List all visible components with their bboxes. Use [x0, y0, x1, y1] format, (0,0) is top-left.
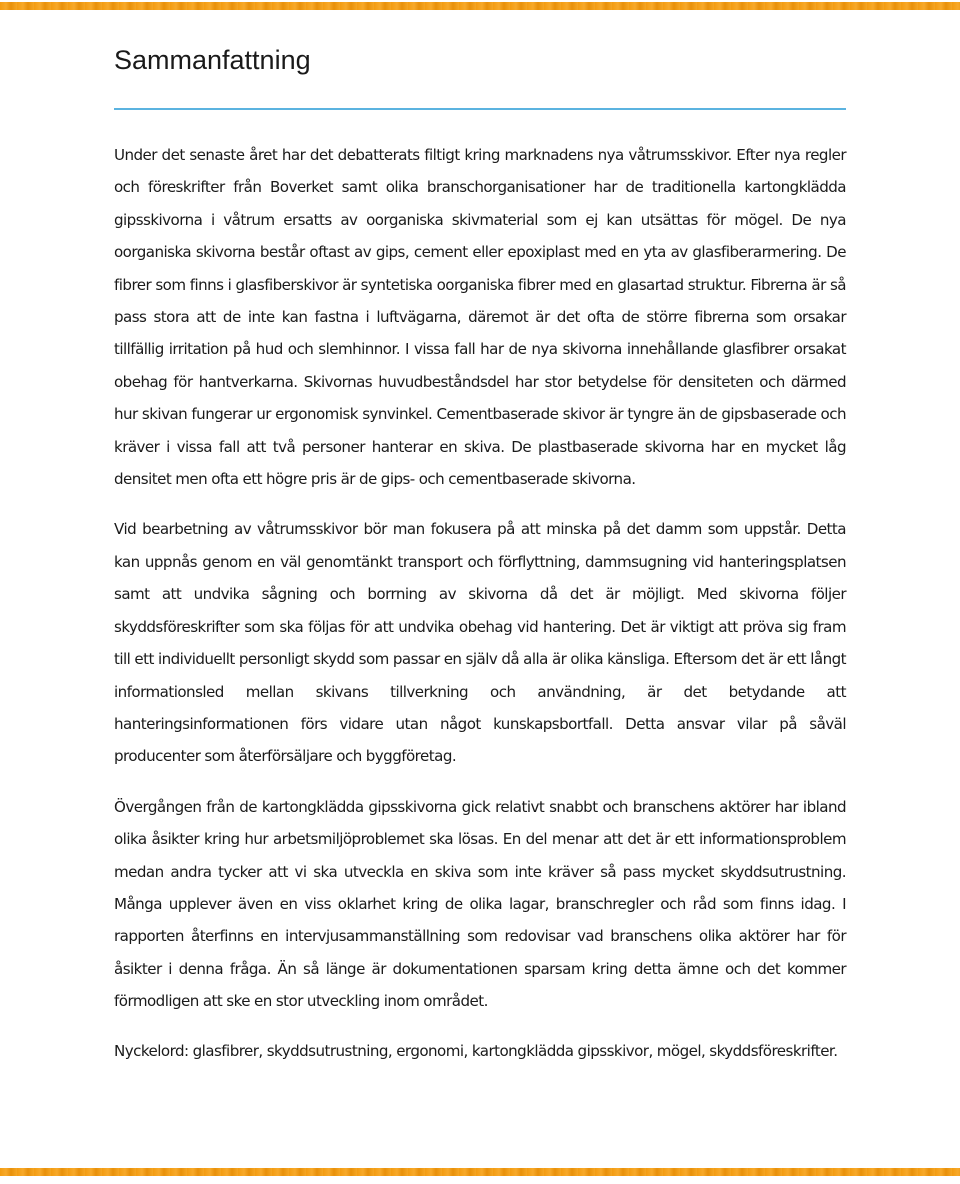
paragraph-3: Övergången från de kartongklädda gipsskivorna gick relativt snabbt och branschens aktörer har ibland olika åsikter kring hur arbetsmiljöproblemet ska lösas. En del menar att det är ett informationsproblem medan andra tycker att vi ska utveckla en skiva som inte kräver så pass mycket skyddsutrustning. Många upplever även en viss oklarhet kring de olika lagar, branschregler och råd som finns idag. I rapporten återfinns en intervjusammanställning som redovisar vad branschens olika aktörer har för åsikter i denna fråga. Än så länge är dokumentationen sparsam kring detta ämne och det kommer förmodligen att ske en stor utveckling inom området.	[114, 797, 846, 1011]
title-underline-divider	[114, 108, 846, 110]
top-border-decoration	[0, 2, 960, 10]
keywords-line: Nyckelord: glasfibrer, skyddsutrustning, ergonomi, kartongklädda gipsskivor, mögel, skyddsföreskrifter.	[114, 1041, 838, 1060]
page-title: Sammanfattning	[114, 45, 311, 75]
paragraph-1: Under det senaste året har det debatterats filtigt kring marknadens nya våtrumsskivor. Efter nya regler och föreskrifter från Boverket samt olika branschorganisationer har de traditionella kartongklädda gipsskivorna i våtrum ersatts av oorganiska skivmaterial som ej kan utsättas för mögel. De nya oorganiska skivorna består oftast av gips, cement eller epoxiplast med en yta av glasfiberarmering. De fibrer som finns i glasfiberskivor är syntetiska oorganiska fibrer med en glasartad struktur. Fibrerna är så pass stora att de inte kan fastna i luftvägarna, däremot är det ofta de större fibrerna som orsakar tillfällig irritation på hud och slemhinnor. I vissa fall har de nya skivorna innehållande glasfibrer orsakat obehag för hantverkarna. Skivornas huvudbeståndsdel har stor betydelse för densiteten och därmed hur skivan fungerar ur ergonomisk synvinkel. Cementbaserade skivor är tyngre än de gipsbaserade och kräver i vissa fall att två personer hanterar en skiva. De plastbaserade skivorna har en mycket låg densitet men ofta ett högre pris är de gips- och cementbaserade skivorna.	[114, 146, 846, 489]
document-page	[114, 36, 846, 1067]
bottom-border-decoration	[0, 1168, 960, 1176]
paragraph-2: Vid bearbetning av våtrumsskivor bör man fokusera på att minska på det damm som uppstår. Detta kan uppnås genom en väl genomtänkt transport och förflyttning, dammsugning vid hanteringsplatsen samt att undvika sågning och borrning av skivorna då det är möjligt. Med skivorna följer skyddsföreskrifter som ska följas för att undvika obehag vid hantering. Det är viktigt att pröva sig fram till ett individuellt personligt skydd som passar en själv då alla är olika känsliga. Eftersom det är ett långt informationsled mellan skivans tillverkning och användning, är det betydande att hanteringsinformationen förs vidare utan något kunskapsbortfall. Detta ansvar vilar på såväl producenter som återförsäljare och byggföretag.	[114, 520, 846, 766]
